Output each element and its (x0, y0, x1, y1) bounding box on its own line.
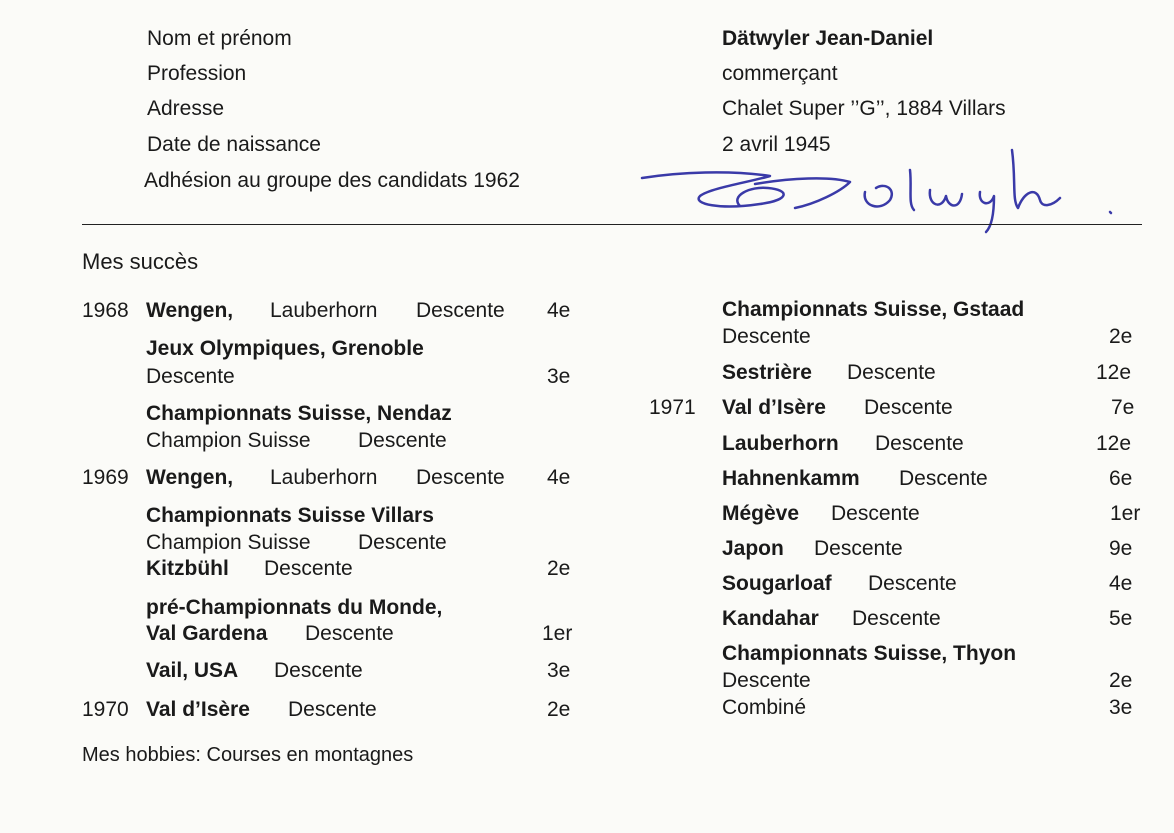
result-rank: 7e (1111, 396, 1135, 419)
result-discipline: Descente (288, 698, 377, 721)
result-discipline: Descente (722, 325, 811, 348)
address-value: Chalet Super ’’G’’, 1884 Villars (722, 97, 1006, 120)
name-value: Dätwyler Jean-Daniel (722, 27, 934, 50)
result-place: Lauberhorn (722, 432, 839, 455)
result-discipline: Descente (146, 365, 235, 388)
result-place: Mégève (722, 502, 800, 525)
result-rank: 4e (547, 466, 571, 489)
result-place: Sougarloaf (722, 572, 832, 595)
result-rank: 1er (542, 622, 573, 645)
result-rank: 1er (1110, 502, 1141, 525)
result-title: pré-Championnats du Monde, (146, 596, 443, 619)
result-rank: 3e (547, 659, 571, 682)
result-champion: Champion Suisse (146, 531, 311, 554)
result-title: Championnats Suisse, Thyon (722, 642, 1017, 665)
result-discipline: Descente (358, 531, 447, 554)
result-place: Vail, USA (146, 659, 239, 682)
result-rank: 4e (1109, 572, 1133, 595)
year-1968: 1968 (82, 299, 129, 322)
result-discipline: Descente (722, 669, 811, 692)
result-title: Championnats Suisse, Gstaad (722, 298, 1025, 321)
result-place: Sestrière (722, 361, 812, 384)
result-rank: 3e (1109, 696, 1133, 719)
result-discipline: Descente (358, 429, 447, 452)
result-title: Championnats Suisse, Nendaz (146, 402, 452, 425)
result-place: Japon (722, 537, 784, 560)
successes-title: Mes succès (82, 249, 199, 274)
year-1969: 1969 (82, 466, 129, 489)
result-race: Lauberhorn (270, 299, 378, 322)
result-place: Kandahar (722, 607, 819, 630)
result-discipline: Descente (264, 557, 353, 580)
result-rank: 2e (547, 698, 571, 721)
profession-label: Profession (147, 62, 247, 85)
result-place: Wengen, (146, 466, 234, 489)
membership-text: Adhésion au groupe des candidats 1962 (144, 169, 520, 192)
result-discipline: Descente (416, 466, 505, 489)
result-discipline: Descente (847, 361, 936, 384)
name-label: Nom et prénom (147, 27, 292, 50)
result-discipline: Descente (416, 299, 505, 322)
result-rank: 5e (1109, 607, 1133, 630)
result-rank: 2e (1109, 325, 1133, 348)
result-rank: 2e (1109, 669, 1133, 692)
result-discipline: Descente (864, 396, 953, 419)
year-1970: 1970 (82, 698, 129, 721)
result-place: Val Gardena (146, 622, 268, 645)
result-place: Val d’Isère (146, 698, 250, 721)
divider-line (82, 224, 1142, 225)
result-place: Val d’Isère (722, 396, 826, 419)
result-champion: Champion Suisse (146, 429, 311, 452)
result-discipline: Descente (274, 659, 363, 682)
result-discipline: Descente (875, 432, 964, 455)
birth-value: 2 avril 1945 (722, 133, 831, 156)
result-discipline: Descente (868, 572, 957, 595)
birth-label: Date de naissance (147, 133, 321, 156)
result-discipline: Descente (899, 467, 988, 490)
result-discipline: Descente (305, 622, 394, 645)
result-discipline: Descente (852, 607, 941, 630)
hobbies-text: Mes hobbies: Courses en montagnes (82, 744, 414, 766)
result-place: Wengen, (146, 299, 234, 322)
result-discipline: Descente (831, 502, 920, 525)
result-race: Lauberhorn (270, 466, 378, 489)
result-rank: 2e (547, 557, 571, 580)
result-rank: 3e (547, 365, 571, 388)
result-combined: Combiné (722, 696, 807, 719)
address-label: Adresse (147, 97, 225, 120)
result-rank: 9e (1109, 537, 1133, 560)
result-discipline: Descente (814, 537, 903, 560)
result-title: Jeux Olympiques, Grenoble (146, 337, 424, 360)
result-rank: 12e (1096, 361, 1132, 384)
year-1971: 1971 (649, 396, 696, 419)
result-rank: 6e (1109, 467, 1133, 490)
result-place: Hahnenkamm (722, 467, 860, 490)
result-place: Kitzbühl (146, 557, 229, 580)
result-title: Championnats Suisse Villars (146, 504, 434, 527)
result-rank: 12e (1096, 432, 1132, 455)
profession-value: commerçant (722, 62, 838, 85)
result-rank: 4e (547, 299, 571, 322)
